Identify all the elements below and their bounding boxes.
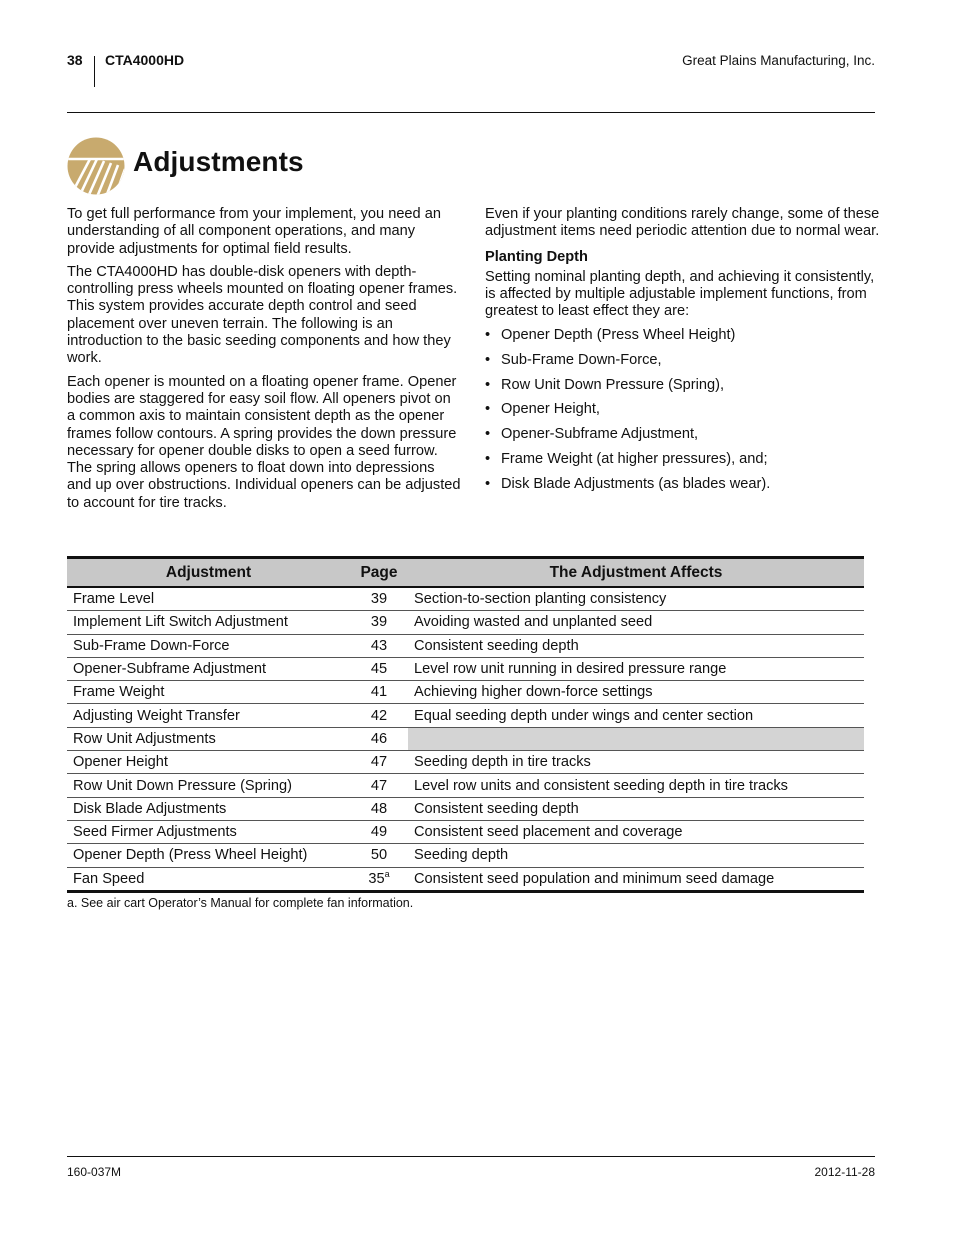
wear-paragraph: Even if your planting conditions rarely change, some of these adjustment items need periodic attention due to normal wear. (485, 206, 880, 240)
table-row (67, 774, 864, 797)
page-cell: 39 (350, 611, 408, 634)
table-row (67, 727, 864, 750)
adjustment-cell: Row Unit Adjustments (67, 727, 350, 750)
adjustment-cell: Row Unit Down Pressure (Spring) (67, 774, 350, 797)
affects-cell: Consistent seeding depth (408, 634, 864, 657)
page-cell: 47 (350, 774, 408, 797)
adjustment-cell: Frame Level (73, 591, 155, 608)
table-row (67, 751, 864, 774)
adjustment-cell: Sub-Frame Down-Force (67, 634, 350, 657)
affects-cell: Consistent seeding depth (408, 797, 864, 820)
table-header-row (67, 558, 864, 588)
page-cell: 47 (350, 751, 408, 774)
footer-rule (67, 1156, 875, 1157)
affects-cell: Seeding depth (408, 844, 864, 867)
table-row (67, 844, 864, 867)
adjustment-cell: Implement Lift Switch Adjustment (67, 611, 350, 634)
adjustment-cell: Opener Height (67, 751, 350, 774)
list-item: • Opener Depth (Press Wheel Height) (485, 327, 880, 344)
adjustment-cell: Adjusting Weight Transfer (67, 704, 350, 727)
page-value: 35 (368, 870, 385, 887)
planting-depth-heading: Planting Depth (485, 248, 588, 265)
adjustment-cell: Frame Weight (67, 681, 350, 704)
company-name: Great Plains Manufacturing, Inc. (682, 53, 875, 68)
list-item: • Frame Weight (at higher pressures), and; (485, 451, 880, 468)
page-number: 38 (67, 52, 83, 68)
openers-paragraph: The CTA4000HD has double-disk openers with depth-controlling press wheels mounted on floating opener frames. This system provides accurate depth control and seed placement over uneven terrain. The following is an introduction to the basic seeding components and how they work. (67, 263, 458, 367)
adjustments-table (67, 556, 864, 893)
affects-cell: Section-to-section planting consistency (414, 591, 667, 608)
list-item: • Opener Height, (485, 401, 880, 418)
table-row (67, 657, 864, 680)
page-cell: 46 (350, 727, 408, 750)
header-rule (67, 112, 875, 113)
table-row (67, 611, 864, 634)
affects-cell: Level row units and consistent seeding depth in tire tracks (408, 774, 864, 797)
adjustment-cell: Opener-Subframe Adjustment (67, 657, 350, 680)
revision-date: 2012-11-28 (814, 1165, 875, 1179)
affects-cell: Seeding depth in tire tracks (408, 751, 864, 774)
list-item: • Sub-Frame Down-Force, (485, 352, 880, 369)
affects-cell: Consistent seed placement and coverage (408, 820, 864, 843)
adjustment-cell: Opener Depth (Press Wheel Height) (67, 844, 350, 867)
page-cell: 42 (350, 704, 408, 727)
left-column (67, 206, 462, 518)
field-rows-icon (67, 137, 125, 195)
table-footnote: a. See air cart Operator’s Manual for complete fan information. (67, 896, 414, 910)
adjustment-cell: Seed Firmer Adjustments (67, 820, 350, 843)
header-affects: The Adjustment Affects (408, 558, 864, 588)
model-name: CTA4000HD (105, 52, 185, 68)
affects-cell: Achieving higher down-force settings (408, 681, 864, 704)
header-adjustment: Adjustment (67, 558, 350, 588)
affects-cell: Consistent seed population and minimum seed damage (408, 867, 864, 891)
affects-cell-empty (408, 727, 864, 750)
table-row (67, 704, 864, 727)
page-cell: 49 (350, 820, 408, 843)
page-cell: 50 (350, 844, 408, 867)
page-cell: 39 (370, 591, 388, 608)
page-cell: 48 (350, 797, 408, 820)
document-number: 160-037M (67, 1165, 122, 1179)
list-item: • Disk Blade Adjustments (as blades wear). (485, 476, 880, 493)
page-cell: 41 (350, 681, 408, 704)
adjustment-cell: Fan Speed (67, 867, 350, 891)
table-row (67, 820, 864, 843)
section-title: Adjustments (133, 146, 304, 177)
list-item: • Opener-Subframe Adjustment, (485, 426, 880, 443)
affects-cell: Avoiding wasted and unplanted seed (408, 611, 864, 634)
page-cell: 45 (350, 657, 408, 680)
depth-factors-list (485, 327, 880, 494)
adjustment-cell: Disk Blade Adjustments (67, 797, 350, 820)
table-row (67, 867, 864, 891)
opener-frame-paragraph: Each opener is mounted on a floating opener frame. Opener bodies are staggered for easy soil flow. All openers pivot on a common axis to maintain consistent depth as the opener frames follow contours. A spring provides the down pressure necessary for opener double disks to open a seed furrow. The spring allows openers to float down into depressions and up over obstructions. Individual openers can be adjusted to account for tire tracks. (67, 373, 461, 511)
table-row (67, 587, 864, 611)
table-row (67, 634, 864, 657)
header-page: Page (350, 558, 408, 588)
footnote-marker: a (384, 868, 390, 879)
table-row (67, 797, 864, 820)
page-cell: 43 (350, 634, 408, 657)
intro-paragraph: To get full performance from your implement, you need an understanding of all component operations, and many provide adjustments for optimal field results. (67, 206, 441, 257)
header-divider (94, 56, 95, 87)
list-item: • Row Unit Down Pressure (Spring), (485, 377, 880, 394)
page-cell (350, 867, 408, 891)
affects-cell: Equal seeding depth under wings and center section (408, 704, 864, 727)
right-column (485, 206, 880, 501)
affects-cell: Level row unit running in desired pressure range (408, 657, 864, 680)
planting-depth-paragraph: Setting nominal planting depth, and achieving it consistently, is affected by multiple adjustable implement functions, from greatest to least effect they are: (485, 268, 875, 320)
table-row (67, 681, 864, 704)
